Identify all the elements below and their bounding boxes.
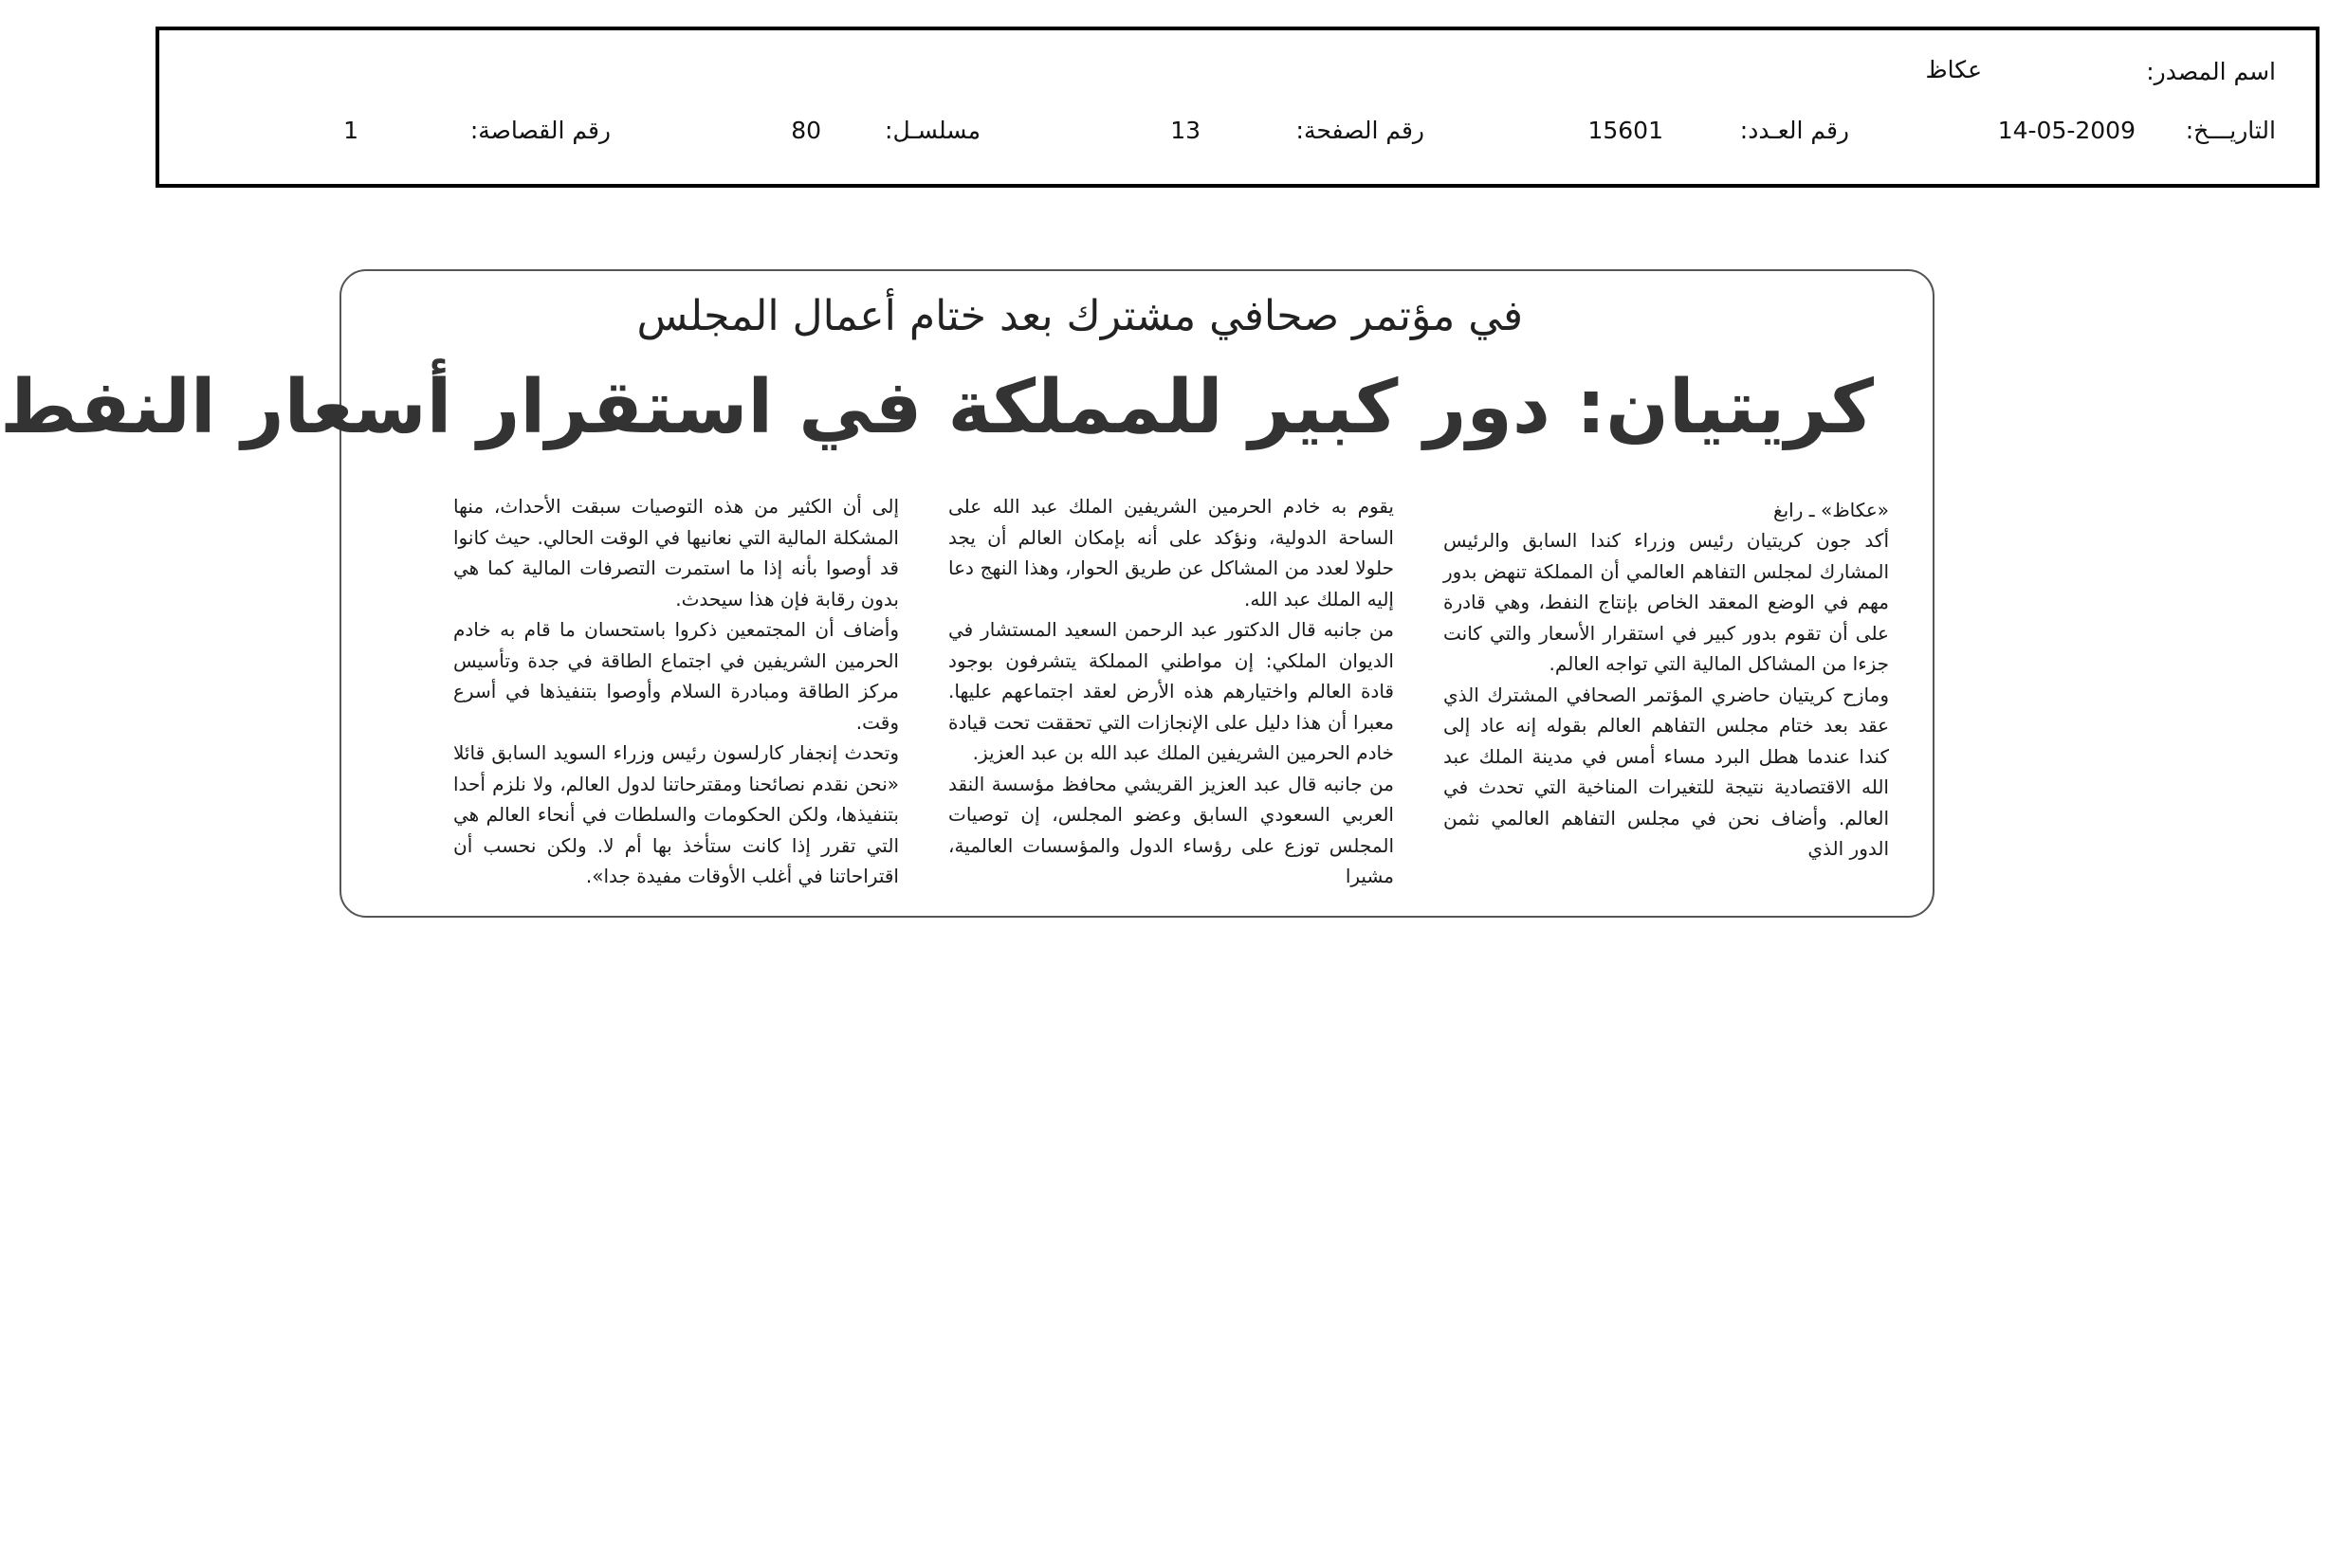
article-paragraph: وأضاف أن المجتمعين ذكروا باستحسان ما قام به خادم الحرمين الشريفين في اجتماع الطاقة في جدة وتأسيس مركز الطاقة ومبادرة السلام وأوصوا بتنفيذها في أسرع وقت. [453,618,899,734]
article-paragraph: أكد جون كريتيان رئيس وزراء كندا السابق والرئيس المشارك لمجلس التفاهم العالمي أن المملكة تنهض بدور مهم في الوضع المعقد الخاص بإنتاج النفط، وهي قادرة على أن تقوم بدور كبير في استقرار الأسعار والتي كانت جزءا من المشاكل المالية التي تواجه العالم. [1443,529,1889,675]
article-paragraph: إلى أن الكثير من هذه التوصيات سبقت الأحداث، منها المشكلة المالية التي نعانيها في الوقت الحالي. حيث كانوا قد أوصوا بأنه إذا ما استمرت التصرفات المالية كما هي بدون رقابة فإن هذا سيحدث. [453,495,899,611]
page-value: 13 [1170,117,1201,144]
date-label: التاريـــخ: [2185,117,2276,144]
article-paragraph: من جانبه قال الدكتور عبد الرحمن السعيد المستشار في الديوان الملكي: إن مواطني المملكة يتشرفون بوجود قادة العالم واختيارهم هذه الأرض لعقد اجتماعهم عليها. معبرا أن هذا دليل على الإنجازات التي تحققت تحت قيادة خادم الحرمين الشريفين الملك عبد الله بن عبد العزيز. [948,618,1394,764]
clip-value: 1 [343,117,358,144]
issue-label: رقم العـدد: [1739,117,1849,144]
article-column-1 [1443,495,1889,865]
article-clipping [0,269,1934,918]
article-paragraph: من جانبه قال عبد العزيز القريشي محافظ مؤسسة النقد العربي السعودي السابق وعضو المجلس، إن توصيات المجلس توزع على رؤساء الدول والمؤسسات العالمية، مشيرا [948,772,1394,887]
article-column-2 [948,491,1394,892]
article-column-3 [453,491,899,892]
article-headline: كريتيان: دور كبير للمملكة في استقرار أسعار النفط [0,365,1874,450]
issue-value: 15601 [1587,117,1663,144]
date-value: 14-05-2009 [1997,117,2136,144]
source-value: عكاظ [1925,56,1982,83]
article-kicker: في مؤتمر صحافي مشترك بعد ختام أعمال المجلس [636,292,1523,340]
page-label: رقم الصفحة: [1295,117,1424,144]
serial-value: 80 [791,117,821,144]
article-byline: «عكاظ» ـ رابغ [1772,499,1889,521]
clipping-metadata-box [156,27,2319,188]
clip-label: رقم القصاصة: [469,117,611,144]
article-paragraph: يقوم به خادم الحرمين الشريفين الملك عبد الله على الساحة الدولية، ونؤكد على أنه بإمكان العالم أن يجد حلولا لعدد من المشاكل عن طريق الحوار، وهذا النهج دعا إليه الملك عبد الله. [948,495,1394,611]
article-paragraph: ومازح كريتيان حاضري المؤتمر الصحافي المشترك الذي عقد بعد ختام مجلس التفاهم العالم بقوله إنه عاد إلى كندا عندما هطل البرد مساء أمس في مدينة الملك عبد الله الاقتصادية نتيجة للتغيرات المناخية التي تحدث في العالم. وأضاف نحن في مجلس التفاهم العالمي نثمن الدور الذي [1443,683,1889,860]
serial-label: مسلسـل: [885,117,981,144]
article-paragraph: وتحدث إنجفار كارلسون رئيس وزراء السويد السابق قائلا «نحن نقدم نصائحنا ومقترحاتنا لدول العالم، ولا نلزم أحدا بتنفيذها، ولكن الحكومات والسلطات في أنحاء العالم هي التي تقرر إذا كانت ستأخذ بها أم لا. ولكن نحسب أن اقتراحاتنا في أغلب الأوقات مفيدة جدا». [453,741,899,887]
source-label: اسم المصدر: [2146,58,2276,85]
